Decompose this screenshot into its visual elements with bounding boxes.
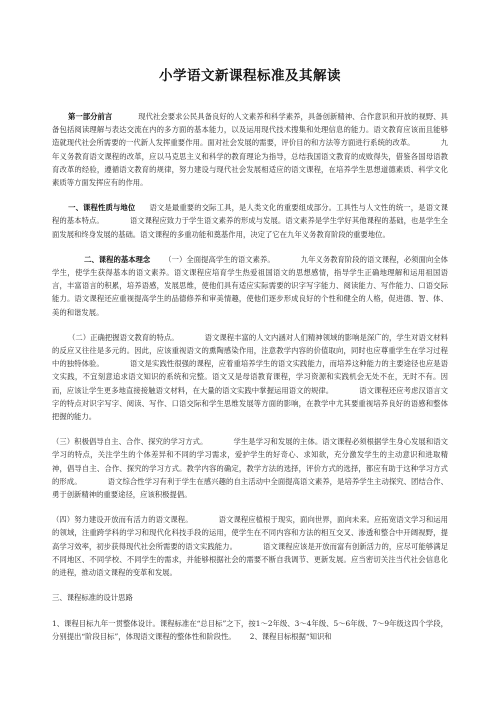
nature-text-2: 语文课程应致力于学生语文素养的形成与发展。语文素养是学生学好其他课程的基础，也是学生全面发展和终身发展的基础。语文课程的多重功能和奠基作用，决定了它在九年义务教育阶段的重要地位。: [52, 216, 448, 239]
nature-heading: 一、课程性质与地位: [68, 203, 136, 213]
page-title: 小学语文新课程标准及其解读: [159, 68, 341, 84]
design-text: 1、课程目标九年一贯整体设计。课程标准在“总目标”之下，按1～2年级、3～4年级、5～6年级、7～9年级这四个学段，分别提出“阶段目标”，体现语文课程的整体性和阶段性。: [52, 618, 448, 641]
section-design: [52, 617, 448, 643]
section-philosophy: [52, 253, 448, 319]
philosophy-sub1: （一）全面提高学生的语文素养。: [164, 254, 275, 264]
characteristics-text-2: 语文是实践性很强的课程，应着重培养学生的语文实践能力，而培养这种能力的主要途径也应是语文实践，不宜刻意追求语文知识的系统和完整。语文又是母语教育课程，学习资源和实践机会无处不在，无时不有。因而，应该让学生更多地直接接触语文材料，在大量的语文实践中掌握运用语文的规律。: [52, 359, 448, 395]
foreword-text: 现代社会要求公民具备良好的人文素养和科学素养，具备创新精神、合作意识和开放的视野、具备包括阅读理解与表达交流在内的多方面的基本能力，以及运用现代技术搜集和处理信息的能力。语文教育应该而且能够造就现代社会所需要的一代新人发挥重要作用。面对社会发展的需要，评价目的和方法等方面进行系统的改革。: [52, 112, 448, 148]
nature-text: 语文是最重要的交际工具，是人类文化的重要组成部分。工具性与人文性的统一，是语文课程的基本特点。: [52, 203, 448, 226]
design-text-2: 2、课程目标根据“知识和: [249, 631, 332, 641]
foreword-heading: 第一部分前言: [68, 112, 113, 121]
section-open-curriculum: [52, 513, 448, 579]
section-characteristics: [52, 331, 448, 423]
philosophy-heading: 二、课程的基本理念: [84, 254, 151, 264]
learning-style-text: 学生是学习和发展的主体。语文课程必须根据学生身心发展和语文学习的特点，关注学生的个体差异和不同的学习需求，爱护学生的好奇心、求知欲，充分激发学生的主动意识和进取精神，倡导自主、合作、探究的学习方式。教学内容的确定，教学方法的选择，评价方式的选择，都应有助于这种学习方式的形成。: [52, 437, 448, 486]
open-curriculum-text-2: 语文课程应该是开放而富有创新活力的，应尽可能够满足不同地区、不同学校、不同学生的需求，并能够根据社会的需要不断自我调节、更新发展。应当密切关注当代社会信息化的进程，推动语文课程的变革和发展。: [52, 541, 448, 578]
philosophy-text: 九年义务教育阶段的语文课程，必须面向全体学生，使学生获得基本的语文素养。语文课程应培育学生热爱祖国语文的思想感情，指导学生正确地理解和运用祖国语言，丰富语言的积累，培养语感，发展思维，使他们具有适应实际需要的识字写字能力、阅读能力、写作能力、口语交际能力。语文课程还应重视提高学生的品德修养和审美情趣，使他们逐步形成良好的个性和健全的人格，促进德、智、体、美的和谐发展。: [52, 254, 448, 317]
learning-style-text-2: 语文综合性学习有利于学生在感兴趣的自主活动中全面提高语文素养，是培养学生主动探究、团结合作、勇于创新精神的重要途径，应该积极提倡。: [52, 476, 448, 500]
open-curriculum-text: 语文课程应植根于现实，面向世界，面向未来。应拓宽语文学习和运用的领域，注重跨学科的学习和现代化科技手段的运用，使学生在不同内容和方法的相互交叉、渗透和整合中开阔视野，提高学习效率，初步获得现代社会所需要的语文实践能力。: [52, 515, 448, 551]
characteristics-text: 语文课程丰富的人文内涵对人们精神领域的影响是深广的，学生对语文材料的反应又往往是多元的。因此，应该重视语文的熏陶感染作用，注意教学内容的价值取向，同时也应尊重学生在学习过程中的独特体验。: [52, 332, 448, 369]
design-heading: 三、课程标准的设计思路: [52, 593, 133, 603]
learning-style-heading: （三）积极倡导自主、合作、探究的学习方式。: [52, 437, 208, 447]
open-curriculum-heading: （四）努力建设开放而有活力的语文课程。: [52, 515, 193, 525]
characteristics-text-3: 语文课程还应考虑汉语言文字的特点对识字写字、阅读、写作、口语交际和学生思维发展等方面的影响，在教学中尤其要重视培养良好的语感和整体把握的能力。: [52, 385, 448, 422]
foreword-text-2: 九年义务教育语文课程的改革，应以马克思主义和科学的教育理论为指导，总结我国语文教育的成败得失，借鉴各国母语教育改革的经验，遵循语文教育的规律，努力建设与现代社会发展相适应的语文课程，在培养学生思想道德素质、科学文化素质等方面发挥应有的作用。: [52, 138, 448, 188]
section-nature: [52, 201, 448, 241]
section-foreword: [52, 110, 448, 189]
section-learning-style: [52, 435, 448, 501]
section-design-heading: [52, 591, 448, 604]
characteristics-heading: （二）正确把握语文教育的特点。: [68, 332, 179, 342]
